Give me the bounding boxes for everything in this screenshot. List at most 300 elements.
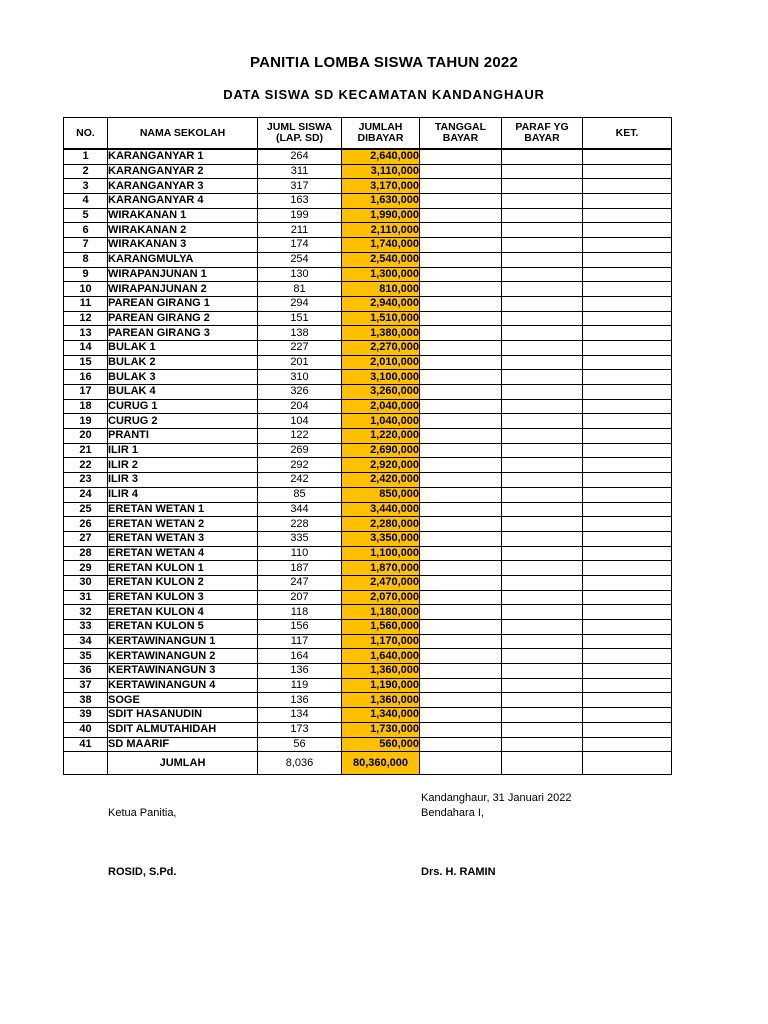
payer-paraf-cell	[502, 561, 583, 576]
student-count: 85	[258, 487, 342, 502]
notes-cell	[583, 370, 672, 385]
amount-paid: 2,940,000	[342, 296, 420, 311]
table-row	[64, 223, 672, 238]
payment-date-cell	[420, 179, 502, 194]
row-number: 19	[64, 414, 108, 429]
row-number: 1	[64, 149, 108, 164]
amount-paid: 810,000	[342, 282, 420, 297]
student-count: 310	[258, 370, 342, 385]
header-payment-date: TANGGAL BAYAR	[420, 118, 502, 150]
left-signatory-name: ROSID, S.Pd.	[108, 866, 177, 878]
student-count: 151	[258, 311, 342, 326]
amount-paid: 2,040,000	[342, 399, 420, 414]
header-no: NO.	[64, 118, 108, 150]
table-row	[64, 737, 672, 752]
student-count: 344	[258, 502, 342, 517]
payment-date-cell	[420, 649, 502, 664]
amount-paid: 2,070,000	[342, 590, 420, 605]
notes-cell	[583, 737, 672, 752]
row-number: 15	[64, 355, 108, 370]
notes-cell	[583, 179, 672, 194]
row-number: 27	[64, 531, 108, 546]
student-count: 174	[258, 238, 342, 253]
row-number: 38	[64, 693, 108, 708]
row-number: 22	[64, 458, 108, 473]
document-subtitle: DATA SISWA SD KECAMATAN KANDANGHAUR	[223, 87, 545, 102]
student-count: 228	[258, 517, 342, 532]
table-row	[64, 267, 672, 282]
notes-cell	[583, 429, 672, 444]
row-number: 24	[64, 487, 108, 502]
row-number: 9	[64, 267, 108, 282]
school-name: ILIR 2	[108, 458, 258, 473]
amount-paid: 2,110,000	[342, 223, 420, 238]
row-number: 30	[64, 575, 108, 590]
amount-paid: 1,640,000	[342, 649, 420, 664]
payment-date-cell	[420, 164, 502, 179]
notes-cell	[583, 678, 672, 693]
row-number: 40	[64, 722, 108, 737]
notes-cell	[583, 708, 672, 723]
amount-paid: 1,360,000	[342, 693, 420, 708]
payment-date-cell	[420, 473, 502, 488]
table-row	[64, 385, 672, 400]
payer-paraf-cell	[502, 355, 583, 370]
school-name: BULAK 4	[108, 385, 258, 400]
school-name: ERETAN WETAN 4	[108, 546, 258, 561]
row-number: 23	[64, 473, 108, 488]
school-name: KARANGANYAR 2	[108, 164, 258, 179]
notes-cell	[583, 664, 672, 679]
row-number: 39	[64, 708, 108, 723]
payment-date-cell	[420, 487, 502, 502]
student-count: 104	[258, 414, 342, 429]
table-row	[64, 708, 672, 723]
school-name: WIRAKANAN 2	[108, 223, 258, 238]
payer-paraf-cell	[502, 620, 583, 635]
row-number: 25	[64, 502, 108, 517]
row-number: 34	[64, 634, 108, 649]
total-notes-cell	[583, 752, 672, 775]
payment-date-cell	[420, 737, 502, 752]
payer-paraf-cell	[502, 252, 583, 267]
amount-paid: 2,920,000	[342, 458, 420, 473]
payment-date-cell	[420, 149, 502, 164]
row-number: 8	[64, 252, 108, 267]
table-row	[64, 473, 672, 488]
payer-paraf-cell	[502, 546, 583, 561]
payment-date-cell	[420, 678, 502, 693]
notes-cell	[583, 620, 672, 635]
student-count: 294	[258, 296, 342, 311]
school-name: ERETAN KULON 5	[108, 620, 258, 635]
payer-paraf-cell	[502, 282, 583, 297]
payer-paraf-cell	[502, 296, 583, 311]
notes-cell	[583, 473, 672, 488]
notes-cell	[583, 252, 672, 267]
row-number: 31	[64, 590, 108, 605]
total-date-cell	[420, 752, 502, 775]
notes-cell	[583, 634, 672, 649]
school-name: PAREAN GIRANG 2	[108, 311, 258, 326]
table-row	[64, 326, 672, 341]
school-name: ERETAN WETAN 3	[108, 531, 258, 546]
amount-paid: 1,040,000	[342, 414, 420, 429]
table-row	[64, 678, 672, 693]
payment-date-cell	[420, 355, 502, 370]
payment-date-cell	[420, 590, 502, 605]
school-name: KERTAWINANGUN 3	[108, 664, 258, 679]
amount-paid: 1,990,000	[342, 208, 420, 223]
payment-date-cell	[420, 311, 502, 326]
payer-paraf-cell	[502, 722, 583, 737]
payer-paraf-cell	[502, 531, 583, 546]
payer-paraf-cell	[502, 399, 583, 414]
payer-paraf-cell	[502, 443, 583, 458]
payment-date-cell	[420, 429, 502, 444]
row-number: 41	[64, 737, 108, 752]
left-signatory-role: Ketua Panitia,	[108, 807, 177, 819]
amount-paid: 3,350,000	[342, 531, 420, 546]
row-number: 21	[64, 443, 108, 458]
amount-paid: 1,360,000	[342, 664, 420, 679]
row-number: 4	[64, 194, 108, 209]
notes-cell	[583, 693, 672, 708]
school-name: CURUG 2	[108, 414, 258, 429]
payer-paraf-cell	[502, 414, 583, 429]
row-number: 3	[64, 179, 108, 194]
row-number: 18	[64, 399, 108, 414]
total-label: JUMLAH	[108, 752, 258, 775]
amount-paid: 2,420,000	[342, 473, 420, 488]
row-number: 32	[64, 605, 108, 620]
amount-paid: 1,740,000	[342, 238, 420, 253]
notes-cell	[583, 590, 672, 605]
notes-cell	[583, 385, 672, 400]
payment-date-cell	[420, 561, 502, 576]
student-count: 335	[258, 531, 342, 546]
school-name: KERTAWINANGUN 2	[108, 649, 258, 664]
table-row	[64, 605, 672, 620]
notes-cell	[583, 561, 672, 576]
payment-date-cell	[420, 575, 502, 590]
right-signatory-role: Bendahara I,	[421, 807, 484, 819]
row-number: 2	[64, 164, 108, 179]
payment-date-cell	[420, 605, 502, 620]
student-count: 164	[258, 649, 342, 664]
document-title: PANITIA LOMBA SISWA TAHUN 2022	[250, 54, 518, 71]
total-paraf-cell	[502, 752, 583, 775]
payment-date-cell	[420, 443, 502, 458]
payer-paraf-cell	[502, 267, 583, 282]
payer-paraf-cell	[502, 311, 583, 326]
student-count: 122	[258, 429, 342, 444]
school-name: CURUG 1	[108, 399, 258, 414]
notes-cell	[583, 399, 672, 414]
school-name: ILIR 3	[108, 473, 258, 488]
header-payer-paraf: PARAF YG BAYAR	[502, 118, 583, 150]
payer-paraf-cell	[502, 678, 583, 693]
payer-paraf-cell	[502, 194, 583, 209]
amount-paid: 850,000	[342, 487, 420, 502]
table-row	[64, 693, 672, 708]
table-row	[64, 561, 672, 576]
school-name: KERTAWINANGUN 1	[108, 634, 258, 649]
payment-date-cell	[420, 296, 502, 311]
amount-paid: 1,170,000	[342, 634, 420, 649]
payer-paraf-cell	[502, 575, 583, 590]
student-count: 242	[258, 473, 342, 488]
notes-cell	[583, 355, 672, 370]
notes-cell	[583, 414, 672, 429]
amount-paid: 2,690,000	[342, 443, 420, 458]
school-name: ILIR 1	[108, 443, 258, 458]
table-header-row	[64, 118, 672, 150]
school-name: ERETAN KULON 1	[108, 561, 258, 576]
notes-cell	[583, 443, 672, 458]
amount-paid: 3,170,000	[342, 179, 420, 194]
table-row	[64, 664, 672, 679]
student-count: 227	[258, 340, 342, 355]
table-row	[64, 722, 672, 737]
table-row	[64, 458, 672, 473]
table-row	[64, 531, 672, 546]
student-count: 134	[258, 708, 342, 723]
row-number: 37	[64, 678, 108, 693]
payment-date-cell	[420, 517, 502, 532]
amount-paid: 3,260,000	[342, 385, 420, 400]
table-row	[64, 340, 672, 355]
notes-cell	[583, 149, 672, 164]
payment-date-cell	[420, 693, 502, 708]
payment-date-cell	[420, 223, 502, 238]
table-row	[64, 194, 672, 209]
student-count: 264	[258, 149, 342, 164]
student-count: 156	[258, 620, 342, 635]
student-count: 201	[258, 355, 342, 370]
payment-date-cell	[420, 194, 502, 209]
school-name: WIRAKANAN 1	[108, 208, 258, 223]
table-row	[64, 487, 672, 502]
payer-paraf-cell	[502, 590, 583, 605]
row-number: 28	[64, 546, 108, 561]
payer-paraf-cell	[502, 664, 583, 679]
right-signatory-name: Drs. H. RAMIN	[421, 866, 496, 878]
student-count: 81	[258, 282, 342, 297]
school-name: ILIR 4	[108, 487, 258, 502]
row-number: 6	[64, 223, 108, 238]
notes-cell	[583, 531, 672, 546]
payer-paraf-cell	[502, 649, 583, 664]
table-row	[64, 429, 672, 444]
payer-paraf-cell	[502, 340, 583, 355]
payer-paraf-cell	[502, 693, 583, 708]
student-count: 254	[258, 252, 342, 267]
amount-paid: 2,640,000	[342, 149, 420, 164]
payer-paraf-cell	[502, 605, 583, 620]
amount-paid: 1,340,000	[342, 708, 420, 723]
payer-paraf-cell	[502, 517, 583, 532]
row-number: 26	[64, 517, 108, 532]
table-row	[64, 282, 672, 297]
payment-date-cell	[420, 370, 502, 385]
student-count: 211	[258, 223, 342, 238]
notes-cell	[583, 267, 672, 282]
table-row	[64, 238, 672, 253]
table-row	[64, 517, 672, 532]
payer-paraf-cell	[502, 238, 583, 253]
notes-cell	[583, 458, 672, 473]
amount-paid: 1,220,000	[342, 429, 420, 444]
school-name: KARANGANYAR 4	[108, 194, 258, 209]
payment-date-cell	[420, 502, 502, 517]
amount-paid: 2,010,000	[342, 355, 420, 370]
payer-paraf-cell	[502, 179, 583, 194]
payer-paraf-cell	[502, 149, 583, 164]
amount-paid: 1,180,000	[342, 605, 420, 620]
school-name: ERETAN WETAN 2	[108, 517, 258, 532]
payment-date-cell	[420, 634, 502, 649]
total-no-cell	[64, 752, 108, 775]
school-name: WIRAKANAN 3	[108, 238, 258, 253]
table-row	[64, 149, 672, 164]
student-count: 136	[258, 693, 342, 708]
total-amount: 80,360,000	[342, 752, 420, 775]
notes-cell	[583, 194, 672, 209]
school-name: SOGE	[108, 693, 258, 708]
payer-paraf-cell	[502, 223, 583, 238]
student-count: 207	[258, 590, 342, 605]
payment-date-cell	[420, 546, 502, 561]
amount-paid: 3,440,000	[342, 502, 420, 517]
table-row	[64, 575, 672, 590]
school-name: KERTAWINANGUN 4	[108, 678, 258, 693]
payment-date-cell	[420, 708, 502, 723]
row-number: 16	[64, 370, 108, 385]
table-row	[64, 399, 672, 414]
payer-paraf-cell	[502, 164, 583, 179]
notes-cell	[583, 164, 672, 179]
table-row	[64, 252, 672, 267]
table-row	[64, 414, 672, 429]
payment-date-cell	[420, 414, 502, 429]
row-number: 10	[64, 282, 108, 297]
payment-date-cell	[420, 267, 502, 282]
student-data-table	[63, 117, 672, 775]
payment-date-cell	[420, 664, 502, 679]
payer-paraf-cell	[502, 708, 583, 723]
payer-paraf-cell	[502, 429, 583, 444]
school-name: BULAK 1	[108, 340, 258, 355]
notes-cell	[583, 649, 672, 664]
header-school-name: NAMA SEKOLAH	[108, 118, 258, 150]
amount-paid: 1,100,000	[342, 546, 420, 561]
payment-date-cell	[420, 252, 502, 267]
student-count: 173	[258, 722, 342, 737]
school-name: KARANGMULYA	[108, 252, 258, 267]
school-name: ERETAN WETAN 1	[108, 502, 258, 517]
table-row	[64, 370, 672, 385]
student-count: 110	[258, 546, 342, 561]
school-name: WIRAPANJUNAN 2	[108, 282, 258, 297]
amount-paid: 1,380,000	[342, 326, 420, 341]
school-name: KARANGANYAR 3	[108, 179, 258, 194]
school-name: ERETAN KULON 4	[108, 605, 258, 620]
payment-date-cell	[420, 208, 502, 223]
payer-paraf-cell	[502, 458, 583, 473]
school-name: PAREAN GIRANG 1	[108, 296, 258, 311]
payer-paraf-cell	[502, 326, 583, 341]
table-row	[64, 443, 672, 458]
student-count: 163	[258, 194, 342, 209]
row-number: 5	[64, 208, 108, 223]
row-number: 29	[64, 561, 108, 576]
table-row	[64, 208, 672, 223]
student-count: 187	[258, 561, 342, 576]
student-count: 136	[258, 664, 342, 679]
notes-cell	[583, 546, 672, 561]
table-row	[64, 649, 672, 664]
row-number: 7	[64, 238, 108, 253]
row-number: 33	[64, 620, 108, 635]
amount-paid: 1,190,000	[342, 678, 420, 693]
student-count: 138	[258, 326, 342, 341]
notes-cell	[583, 238, 672, 253]
amount-paid: 1,300,000	[342, 267, 420, 282]
payment-date-cell	[420, 531, 502, 546]
school-name: ERETAN KULON 3	[108, 590, 258, 605]
total-row	[64, 752, 672, 775]
table-row	[64, 546, 672, 561]
row-number: 36	[64, 664, 108, 679]
payment-date-cell	[420, 385, 502, 400]
notes-cell	[583, 208, 672, 223]
amount-paid: 2,280,000	[342, 517, 420, 532]
amount-paid: 1,730,000	[342, 722, 420, 737]
table-row	[64, 355, 672, 370]
table-row	[64, 634, 672, 649]
notes-cell	[583, 282, 672, 297]
header-student-count: JUML SISWA (LAP. SD)	[258, 118, 342, 150]
notes-cell	[583, 223, 672, 238]
student-count: 130	[258, 267, 342, 282]
table-row	[64, 164, 672, 179]
payer-paraf-cell	[502, 502, 583, 517]
student-count: 326	[258, 385, 342, 400]
student-count: 56	[258, 737, 342, 752]
notes-cell	[583, 340, 672, 355]
student-count: 311	[258, 164, 342, 179]
row-number: 35	[64, 649, 108, 664]
amount-paid: 2,540,000	[342, 252, 420, 267]
table-row	[64, 311, 672, 326]
header-notes: KET.	[583, 118, 672, 150]
school-name: WIRAPANJUNAN 1	[108, 267, 258, 282]
student-count: 317	[258, 179, 342, 194]
amount-paid: 2,470,000	[342, 575, 420, 590]
school-name: BULAK 3	[108, 370, 258, 385]
payer-paraf-cell	[502, 208, 583, 223]
table-row	[64, 502, 672, 517]
amount-paid: 1,510,000	[342, 311, 420, 326]
table-row	[64, 179, 672, 194]
notes-cell	[583, 296, 672, 311]
amount-paid: 3,100,000	[342, 370, 420, 385]
notes-cell	[583, 517, 672, 532]
school-name: SDIT ALMUTAHIDAH	[108, 722, 258, 737]
payer-paraf-cell	[502, 370, 583, 385]
row-number: 17	[64, 385, 108, 400]
